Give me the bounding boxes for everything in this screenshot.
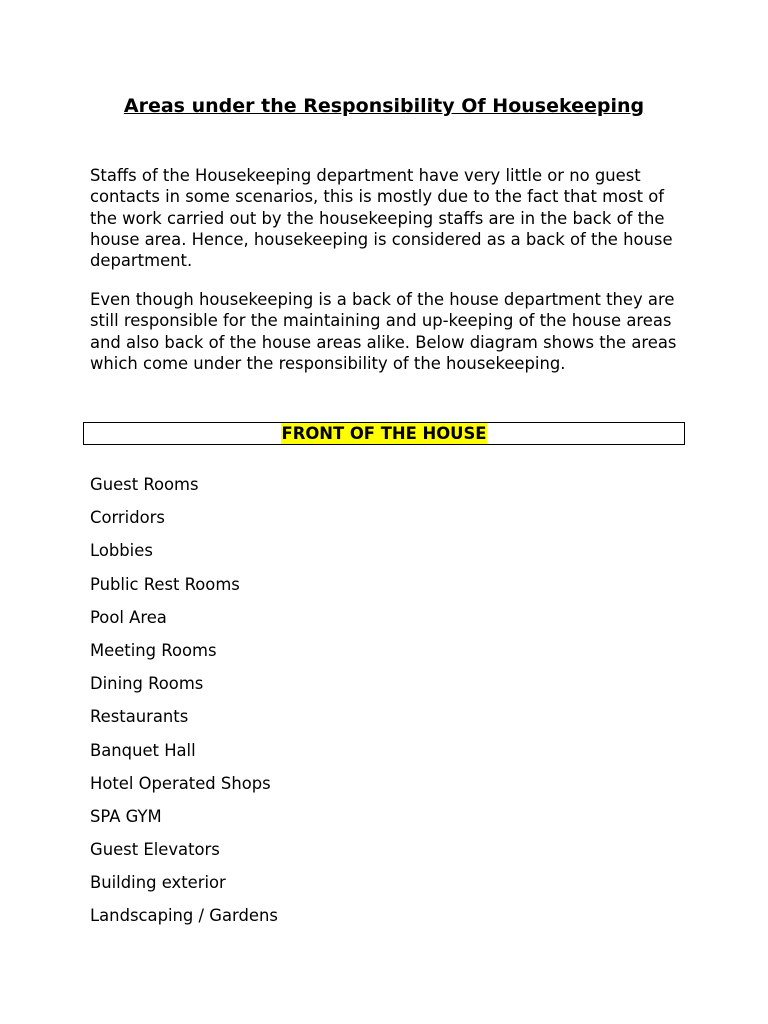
list-item: Guest Elevators (90, 840, 220, 860)
list-item: Dining Rooms (90, 674, 204, 694)
document-title: Areas under the Responsibility Of Housekeeping (123, 95, 645, 117)
section-header-box (83, 422, 685, 445)
list-item: Guest Rooms (90, 475, 199, 494)
list-item: Public Rest Rooms (90, 574, 240, 594)
area-list (90, 474, 278, 939)
list-item: Restaurants (90, 707, 189, 727)
list-item: Corridors (90, 508, 165, 528)
list-item: SPA GYM (90, 806, 162, 826)
intro-paragraph: Staffs of the Housekeeping department have very little or no guest contacts in some scenarios, this is mostly due to the fact that most of the work carried out by the housekeeping staffs are in the back of the house area. Hence, housekeeping is considered as a back of the house department. (90, 166, 673, 271)
responsibility-paragraph: Even though housekeeping is a back of the house department they are still responsible for the maintaining and up-keeping of the house areas and also back of the house areas alike. Below diagram shows the areas which come under the responsibility of the housekeeping. (90, 290, 677, 373)
list-item: Pool Area (90, 607, 167, 627)
list-item: Lobbies (90, 541, 153, 561)
list-item: Banquet Hall (90, 740, 196, 760)
list-item: Hotel Operated Shops (90, 773, 271, 793)
list-item: Landscaping / Gardens (90, 906, 278, 926)
list-item: Building exterior (90, 873, 226, 893)
list-item: Meeting Rooms (90, 640, 217, 660)
section-title: FRONT OF THE HOUSE (281, 424, 487, 443)
